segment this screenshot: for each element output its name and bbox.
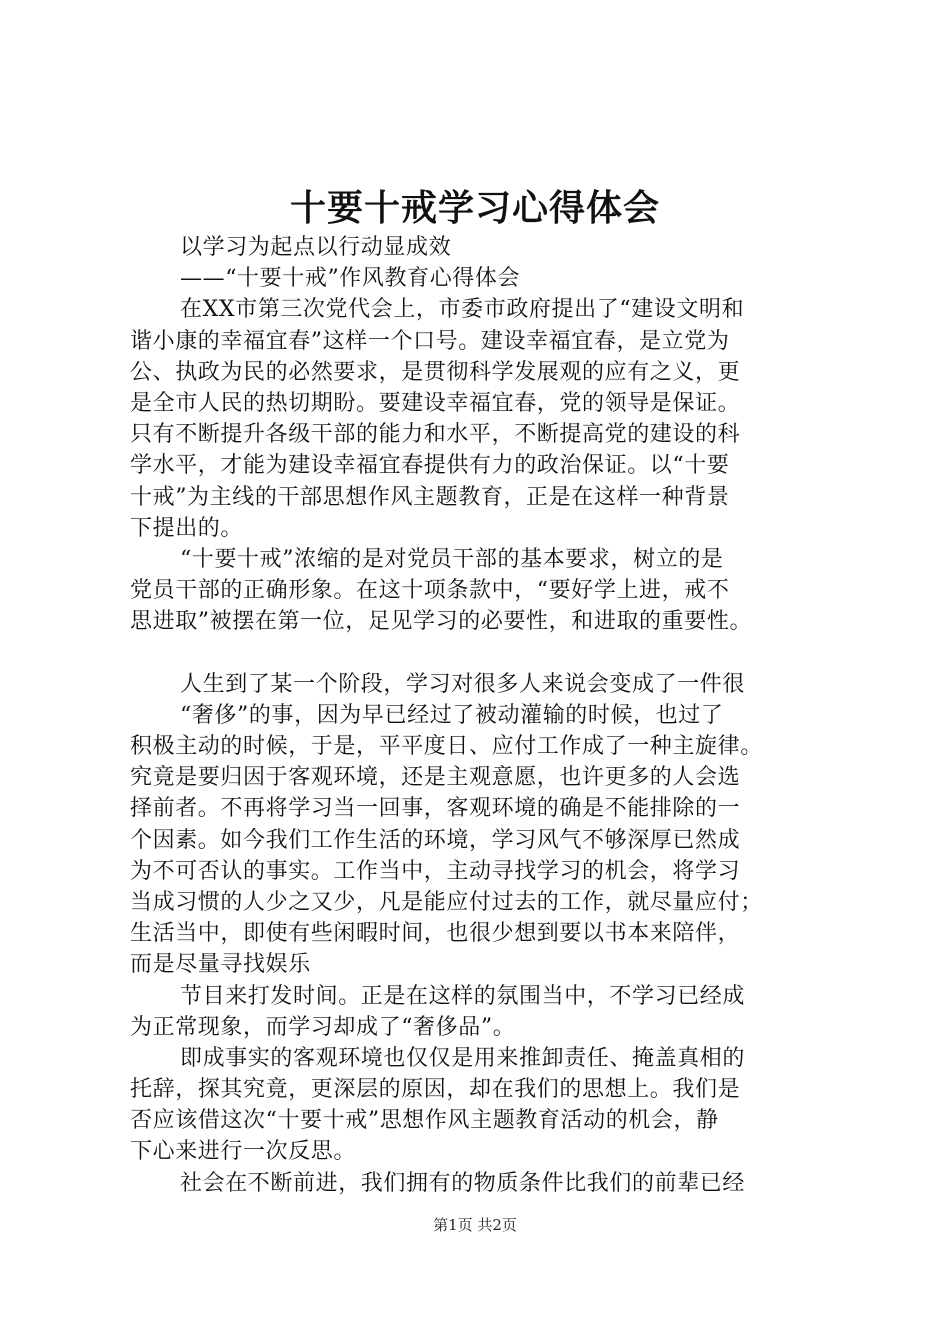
paragraph-line: 只有不断提升各级干部的能力和水平，不断提高党的建设的科 bbox=[130, 422, 741, 448]
paragraph-line: 在XX市第三次党代会上，市委市政府提出了“建设文明和 bbox=[180, 297, 745, 323]
paragraph-line: 谐小康的幸福宜春”这样一个口号。建设幸福宜春，是立党为 bbox=[130, 328, 730, 354]
paragraph-line: 思进取”被摆在第一位，足见学习的必要性，和进取的重要性。 bbox=[130, 609, 753, 635]
subtitle-line: ——“十要十戒”作风教育心得体会 bbox=[180, 266, 521, 292]
paragraph-line: 生活当中，即使有些闲暇时间，也很少想到要以书本来陪伴， bbox=[130, 921, 741, 947]
paragraph-line: 择前者。不再将学习当一回事，客观环境的确是不能排除的一 bbox=[130, 796, 741, 822]
paragraph-line: 学水平，才能为建设幸福宜春提供有力的政治保证。以“十要 bbox=[130, 453, 730, 479]
paragraph-line: 十戒”为主线的干部思想作风主题教育，正是在这样一种背景 bbox=[130, 484, 730, 510]
paragraph-line: 为不可否认的事实。工作当中，主动寻找学习的机会，将学习 bbox=[130, 858, 741, 884]
paragraph-line: 当成习惯的人少之又少，凡是能应付过去的工作，就尽量应付； bbox=[130, 889, 763, 915]
paragraph-line: 人生到了某一个阶段，学习对很多人来说会变成了一件很 bbox=[180, 671, 746, 697]
paragraph-line: “奢侈”的事，因为早已经过了被动灌输的时候，也过了 bbox=[180, 702, 724, 728]
page-number: 第1页 共2页 bbox=[433, 1216, 517, 1234]
document-body bbox=[130, 232, 845, 1199]
paragraph-line: “十要十戒”浓缩的是对党员干部的基本要求，树立的是 bbox=[180, 546, 724, 572]
paragraph-line: 公、执政为民的必然要求，是贯彻科学发展观的应有之义，更 bbox=[130, 359, 741, 385]
paragraph-line: 而是尽量寻找娱乐 bbox=[130, 952, 311, 978]
paragraph-line: 是全市人民的热切期盼。要建设幸福宜春，党的领导是保证。 bbox=[130, 390, 741, 416]
paragraph-line: 节目来打发时间。正是在这样的氛围当中，不学习已经成 bbox=[180, 983, 746, 1009]
paragraph-line: 即成事实的客观环境也仅仅是用来推卸责任、掩盖真相的 bbox=[180, 1045, 746, 1071]
paragraph-line: 积极主动的时候，于是，平平度日、应付工作成了一种主旋律。 bbox=[130, 734, 763, 759]
paragraph-line: 个因素。如今我们工作生活的环境，学习风气不够深厚已然成 bbox=[130, 827, 741, 853]
paragraph-line: 社会在不断前进，我们拥有的物质条件比我们的前辈已经 bbox=[180, 1170, 746, 1196]
paragraph-line: 下心来进行一次反思。 bbox=[130, 1139, 357, 1165]
paragraph-gap bbox=[130, 637, 845, 668]
paragraph-line: 为正常现象，而学习却成了“奢侈品”。 bbox=[130, 1014, 516, 1040]
subtitle-line: 以学习为起点以行动显成效 bbox=[180, 235, 452, 260]
document-title: 十要十戒学习心得体会 bbox=[289, 187, 660, 229]
paragraph-line: 下提出的。 bbox=[130, 515, 244, 541]
paragraph-line: 托辞，探其究竟，更深层的原因，却在我们的思想上。我们是 bbox=[130, 1077, 741, 1103]
paragraph-line: 究竟是要归因于客观环境，还是主观意愿，也许更多的人会选 bbox=[130, 765, 741, 791]
paragraph-line: 党员干部的正确形象。在这十项条款中，“要好学上进，戒不 bbox=[130, 578, 730, 604]
paragraph-line: 否应该借这次“十要十戒”思想作风主题教育活动的机会，静 bbox=[130, 1108, 719, 1134]
